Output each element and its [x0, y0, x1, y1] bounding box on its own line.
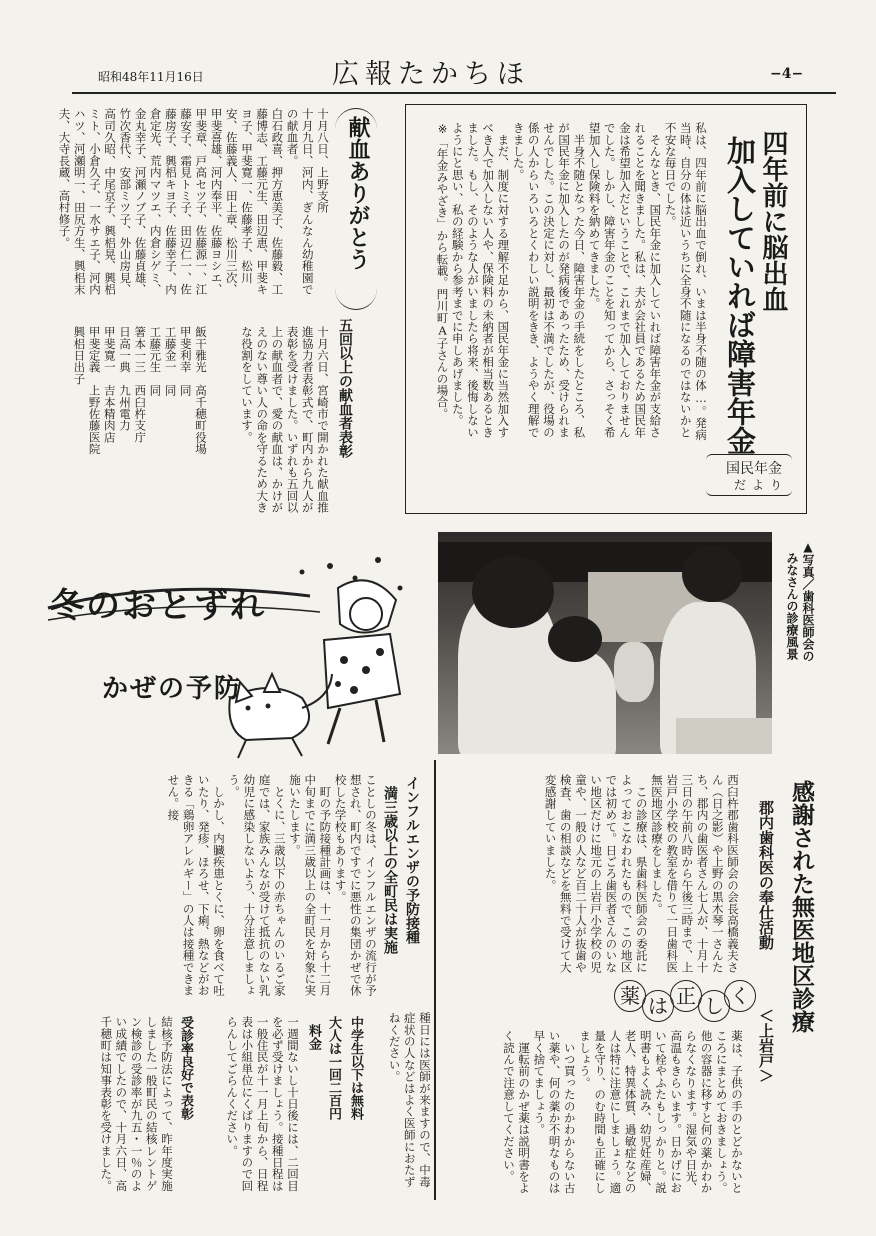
medicine-title-char: 薬 [614, 980, 646, 1012]
pension-corner-label: 国民年金 だより [706, 454, 798, 500]
newsletter-title: 広報たかちほ [332, 59, 530, 90]
medicine-title-char: し [698, 990, 730, 1022]
medicine-title-char: は [642, 990, 674, 1022]
influenza-schedule: 一週間ないし十日後には、二回目を必ず受けましょう。接種日程は一般住民が十一月上旬から、日程表は小組単位にくばりますので回らんしてごらんください。 [225, 1016, 300, 1192]
photo-caption-1: ▲写真／歯科医師会の [801, 540, 815, 662]
winter-subtitle: かぜの予防 [102, 674, 243, 704]
influenza-fee-label: 料金 [306, 1024, 321, 1050]
influenza-fee-1: 中学生以下は無料 [348, 1016, 363, 1120]
dental-subheadline: 郡内歯科医の奉仕活動 [757, 800, 775, 950]
dental-headline: 感謝された無医地区診療 [788, 780, 815, 1033]
masthead-rule [72, 92, 836, 94]
xray-award-title: 受診率良好で表彰 [178, 1016, 193, 1120]
medicine-title-char: く [724, 980, 756, 1012]
donation-award-body: 十月六日、宮崎市で開かれた献血推進協力者表彰式で、町内から九人が表彰を受けました。いずれも五回以上の献血者で、愛の献血は、かけがえのない尊い人の命を守るため大きな役割をしています。 [239, 326, 330, 514]
dental-body: 西臼杵郡歯科医師会の会長高橋義夫さん（日之影）や上野の黒木琴一さんたち、郡内の歯医者さん七人が、十月十三日の午前八時から午後三時まで、上岩戸小学校の教室を借りて一日歯科医無医地区診療をしました。 この診療は、県歯科医師会の委託によっておこなわれたもので、この地区では初めて。日ごろ歯医者さんのいない地区だけに地元の上岩戸小学校の児童や、一般の人など百二十人が抜歯や検査、歯の相談などを無料で受けて大変感謝していました。 [543, 774, 740, 973]
xray-award-body: 結核予防法によって、昨年度実施しました一般町民の結核レントゲン検診の受診率が九五・一％のよい成績でしたので、十月六日、高千穂町は知事表彰を受けました。 [99, 1016, 174, 1192]
winter-illustration [40, 548, 435, 770]
page-number: −4− [770, 66, 804, 82]
influenza-body-continued: 種日には医師が来ますので、中毒症状の人などはよく医師におたずねください。 [387, 1012, 432, 1188]
medicine-title-char: 正 [670, 980, 702, 1012]
influenza-fee-2: 大人は一回二百円 [326, 1016, 341, 1120]
photo-caption-2: みなさんの診療風景 [785, 552, 799, 660]
winter-title: 冬のおとずれ [50, 586, 266, 626]
medicine-body: 薬は、子供の手のとどかないところにまとめておきましょう。他の容器に移すと何の薬かわからなくなります。湿気や日光、高温もきらいます。日かげにおいて栓やふたもしっかりと。説明書もよく読み、幼児妊産婦、老人、特異体質、過敏症などの人は特に注意にしましょう。適量を守り、のむ時間も正確にしましょう。 いつ買ったのかわからない古い薬や、何の薬か不明なものは早く捨てましょう。 運転前のかぜ薬は説明書をよく読んで注意してください。 [501, 1030, 744, 1194]
influenza-body: ことしの冬は、インフルエンザの流行が予想され、町内ですでに悪性の集団かぜで休校した学校もあります。 町の予防接種計画は、十一月から十二月中旬までに満三歳以上の全町民を対象に実施いたします。 とくに、三歳以下の赤ちゃんのいるご家庭では、家族みんなが受けて抵抗のない乳幼児に感染しないよう、十分注意しましょう。 しかし、内臓疾患とくに、卵を食べて吐いたり、発疹、ほろせ、下痢、熱などがおきる「鶏卵アレルギー」の人は接種できません。接 [166, 774, 378, 997]
donation-title: 献血ありがとう [345, 116, 371, 270]
dental-location: ＜上岩戸＞ [757, 1008, 775, 1083]
pension-headline-1: 四年前に脳出血 [758, 130, 788, 312]
pension-body: 私は、四年前に脳出血で倒れ、いまは半身不随の体…。発病当時、自分の体は近いうちに全身不随になるのではないかと不安な毎日でした。 そんなとき、国民年金に加入していれば障害年金が支給されることを聞きました。私は、夫が会社員であるため国民年金は希望加入だということで、これまで加入しておりませんでした。しかし、障害年金のことを知ってから、さっそく希望加入し保険料を納めてきました。 半身不随となった今日、障害年金の手続をしたところ、私が国民年金に加入したのが発病後であったため、受けられませんでした。この決定に対し、最初は不満でしたが、役場の係の人からいろいろとくわしい説明をきき、ようやく理解できました。 まだ、制度に対する理解不足から、国民年金に当然加入すべき人で加入しない人や、保険料の未納者が相当数あるときました。もし、そのような人がいましたら将来、後悔しないようにと思い、私の経験から参考までに申しあげました。 ※「年金みやざき」から転載。門川町A子さんの場合。 [435, 122, 708, 441]
dental-clinic-photo [438, 532, 772, 754]
column-divider [434, 760, 436, 1200]
issue-date: 昭和48年11月16日 [98, 70, 204, 84]
donation-body: 十月八日、上野支所 十月九日、河内、ぎんなん幼稚園での献血者。 白石政喜、押方恵美子、佐藤毅、工藤博志、工藤元生、田辺恵、甲斐キヨ子、甲斐寛一、佐藤孝子、松川安、佐藤義人、田上章、松川三次、甲斐喜雄、河内奉平、佐藤ヨシエ、甲斐章、戸高セツ子、佐藤源一、江藤安子、霜見トミ子、田辺仁一、佐藤房子、興梠キヨ子、佐藤幸子、内倉定光、荒内マツエ、内倉シゲミ、金丸幸子、河瀬ノブ子、佐藤貞雄、竹次香代、安部ミツ子、外山房見、高司久昭、中尾京子、興梠晃、興梠ミト、小倉久子、一水サエ子、河内ハツ、河瀬明一、田尻方生、興梠末夫、大寺長蔵、高村修子。 [57, 108, 330, 296]
donation-awardee-list: 飯干雅光 高千穂町役場 甲斐利幸 同 工藤金一 同 工藤元生 同 箸本一三 西臼杵支庁 日高一典 九州電力 甲斐寛一 吉本精肉店 甲斐定義 上野佐藤医院 興梠日出子 [72, 326, 208, 455]
donation-award-title: 五回以上の献血者表彰 [337, 318, 353, 458]
influenza-headline-1: インフルエンザの予防接種 [404, 776, 420, 944]
medicine-title [614, 978, 750, 1026]
pension-headline-2: 加入していれば障害年金 [723, 136, 757, 455]
influenza-headline-2: 満三歳以上の全町民は実施 [382, 786, 398, 954]
